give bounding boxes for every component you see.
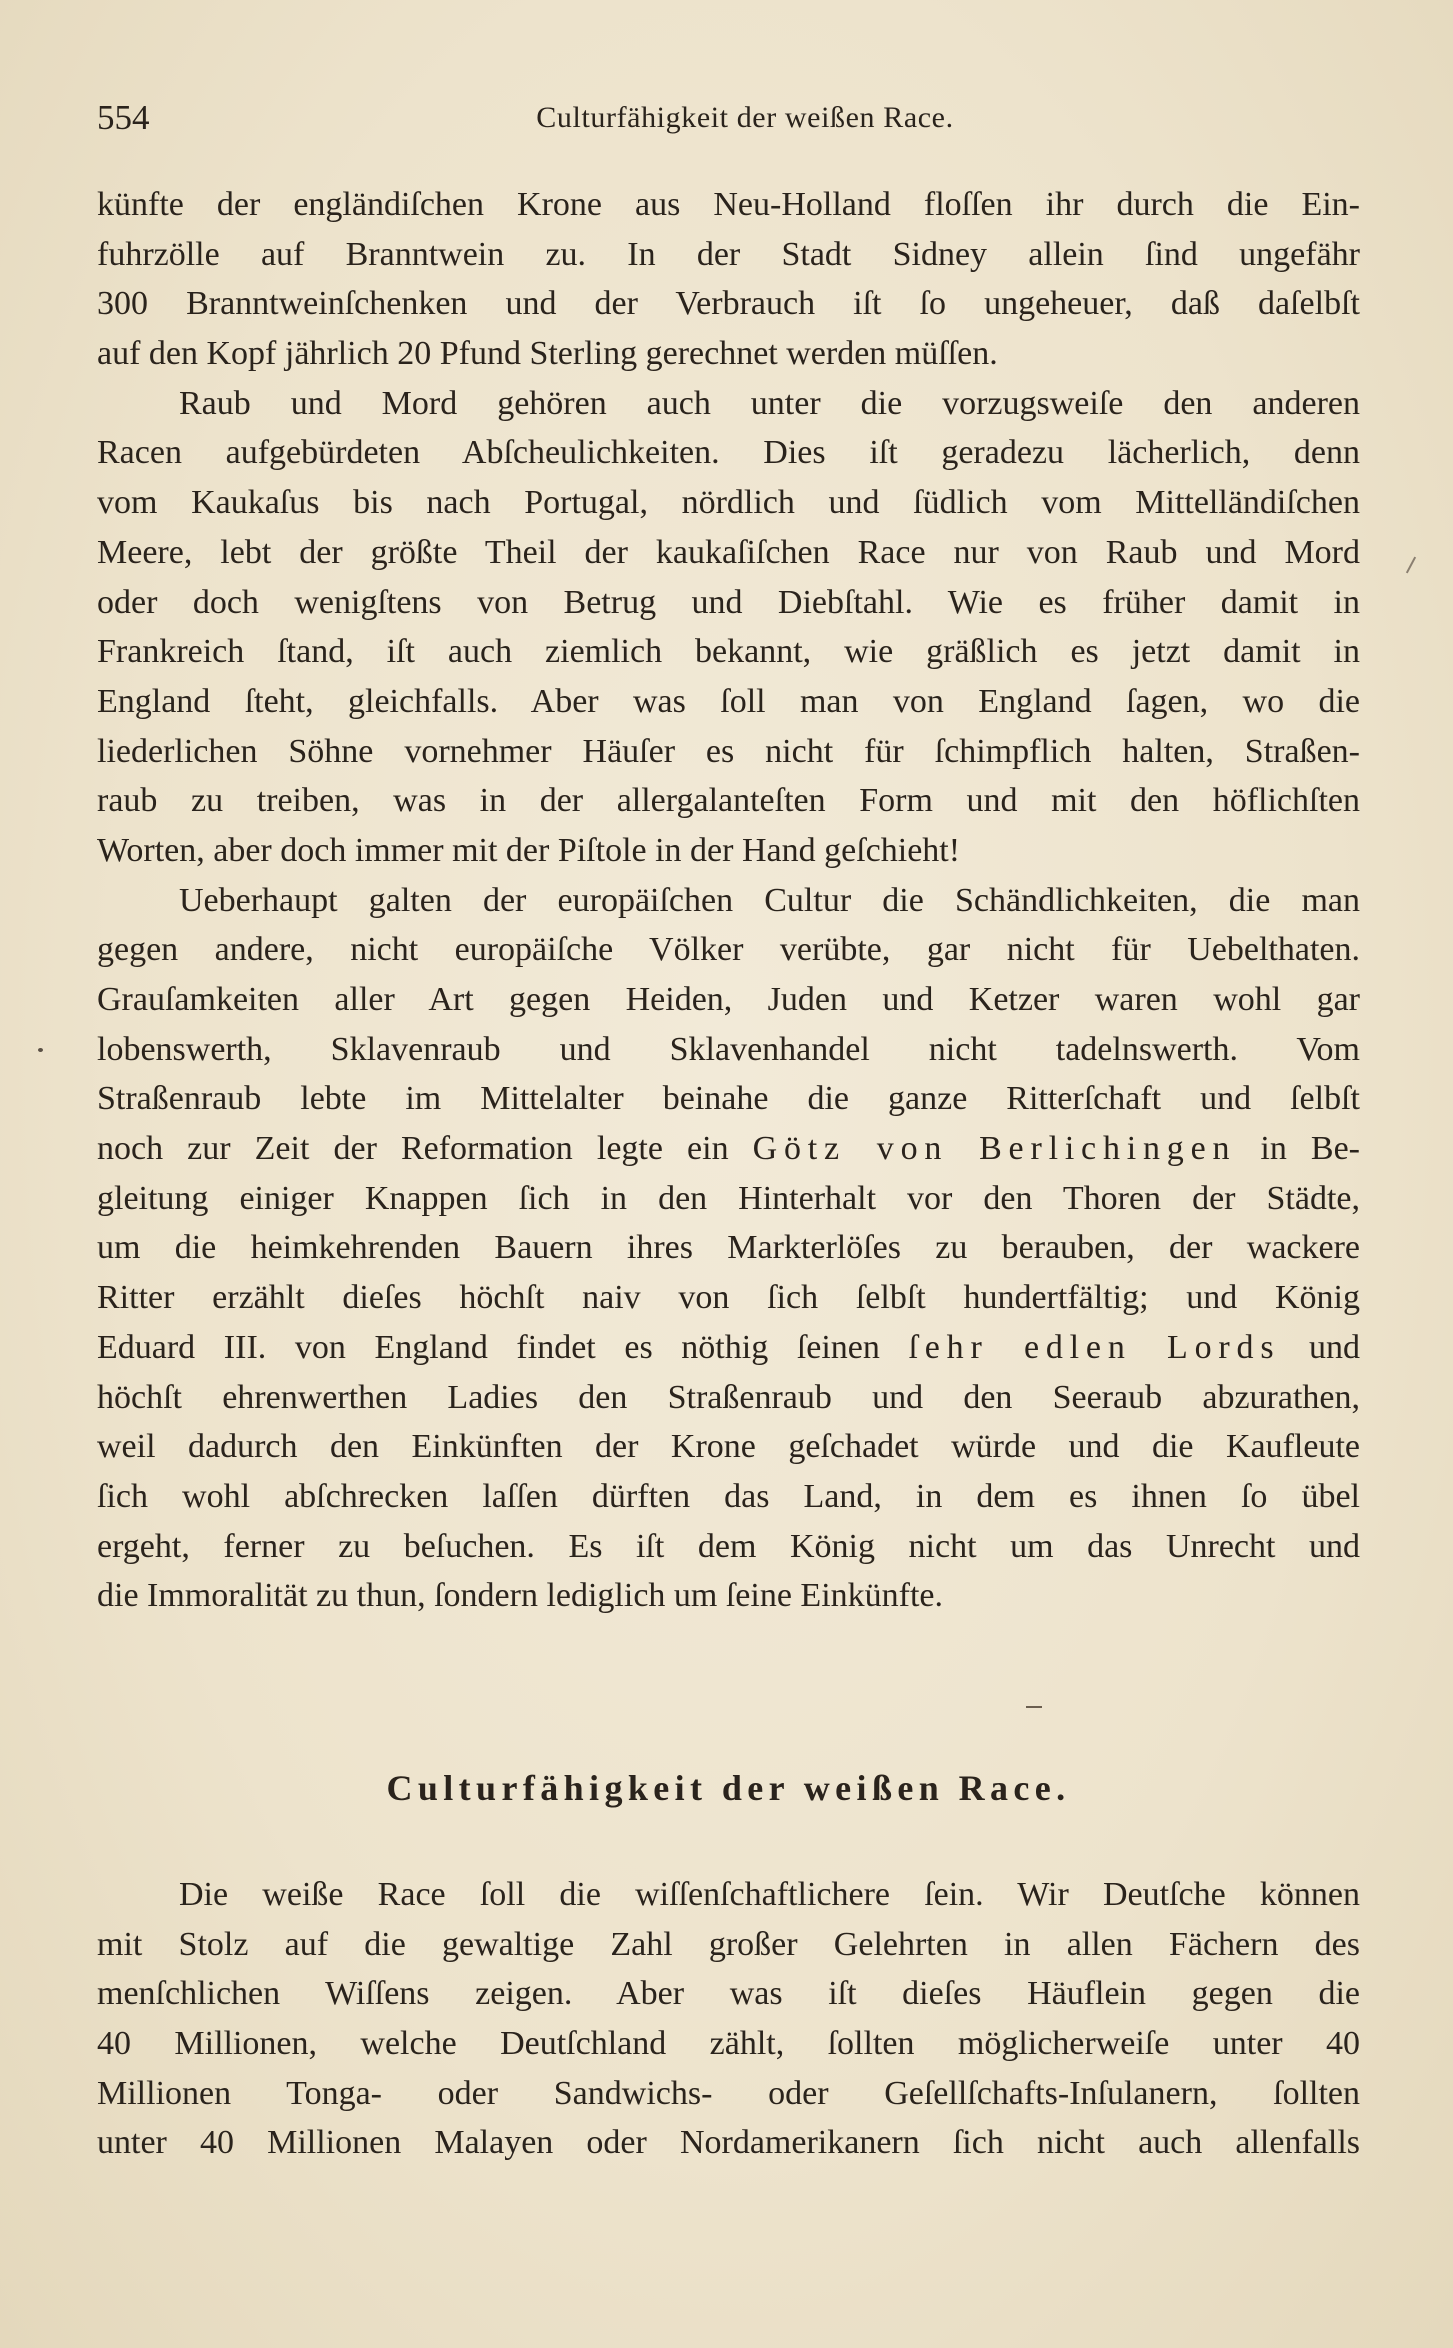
paragraph [97, 1870, 1360, 2168]
text-segment: Eduard III. von England findet es nöthig ſeinen [97, 1328, 909, 1366]
text-line: Grauſamkeiten aller Art gegen Heiden, Juden und Ketzer waren wohl gar [97, 981, 1360, 1018]
text-line: mit Stolz auf die gewaltige Zahl großer Gelehrten in allen Fächern des [97, 1925, 1360, 1963]
text-line: Meere, lebt der größte Theil der kaukaſiſchen Race nur von Raub und Mord [97, 533, 1360, 571]
text-line: fuhrzölle auf Branntwein zu. In der Stadt Sidney allein ſind ungefähr [97, 235, 1360, 273]
text-line: künfte der engländiſchen Krone aus Neu-Holland floſſen ihr durch die Ein- [97, 186, 1360, 223]
text-segment: noch zur Zeit der Reformation legte ein [97, 1130, 753, 1168]
text-line: vom Kaukaſus bis nach Portugal, nördlich und ſüdlich vom Mittelländiſchen [97, 484, 1360, 522]
margin-ink-dot [38, 1048, 43, 1052]
section-heading: Culturfähigkeit der weißen Race. [386, 1768, 1071, 1808]
text-line: Ueberhaupt galten der europäiſchen Cultur die Schändlichkeiten, die man [179, 881, 1360, 919]
running-title: Culturfähigkeit der weißen Race. [536, 101, 954, 134]
text-line [97, 1124, 1360, 1174]
text-line: oder doch wenigſtens von Betrug und Diebſtahl. Wie es früher damit in [97, 583, 1360, 621]
section-2-text [97, 1870, 1360, 2168]
text-line: die Immoralität zu thun, ſondern lediglich um ſeine Einkünfte. [97, 1577, 943, 1615]
text-line: 300 Branntweinſchenken und der Verbrauch iſt ſo ungeheuer, daß daſelbſt [97, 285, 1360, 323]
text-line: raub zu treiben, was in der allergalanteſten Form und mit den höflichſten [97, 782, 1360, 820]
text-line: England ſteht, gleichfalls. Aber was ſoll man von England ſagen, wo die [97, 682, 1360, 720]
text-line: Ritter erzählt dieſes höchſt naiv von ſich ſelbſt hundertfältig; und König [97, 1279, 1360, 1317]
text-line: liederlichen Söhne vornehmer Häuſer es nicht für ſchimpflich halten, Straßen- [97, 732, 1360, 770]
text-line: Racen aufgebürdeten Abſcheulichkeiten. Dies iſt geradezu lächerlich, denn [97, 434, 1360, 472]
paragraph [97, 180, 1360, 379]
paragraph [97, 379, 1360, 876]
text-line: Worten, aber doch immer mit der Piſtole in der Hand geſchieht! [97, 831, 961, 869]
spaced-emphasis-lords: ſehr edlen Lords [908, 1328, 1281, 1366]
text-segment: und [1280, 1328, 1360, 1366]
section-1-text [97, 180, 1360, 1621]
section-divider-dash [1026, 1706, 1042, 1708]
text-line: Straßenraub lebte im Mittelalter beinahe die ganze Ritterſchaft und ſelbſt [97, 1080, 1360, 1118]
text-line: menſchlichen Wiſſens zeigen. Aber was iſt dieſes Häuflein gegen die [97, 1975, 1360, 2013]
text-segment: in Be- [1236, 1130, 1360, 1168]
text-line: gegen andere, nicht europäiſche Völker verübte, gar nicht für Uebelthaten. [97, 931, 1360, 969]
text-line: Die weiße Race ſoll die wiſſenſchaftlichere ſein. Wir Deutſche können [179, 1876, 1360, 1913]
text-line: um die heimkehrenden Bauern ihres Markterlöſes zu berauben, der wackere [97, 1229, 1360, 1267]
text-line: ergeht, ferner zu beſuchen. Es iſt dem König nicht um das Unrecht und [97, 1527, 1360, 1565]
paragraph [97, 876, 1360, 1621]
text-line: Millionen Tonga- oder Sandwichs- oder Geſellſchafts-Inſulanern, ſollten [97, 2074, 1360, 2112]
text-line: 40 Millionen, welche Deutſchland zählt, ſollten möglicherweiſe unter 40 [97, 2025, 1360, 2063]
page-number: 554 [97, 98, 150, 137]
margin-pencil-mark [1406, 557, 1416, 574]
text-line: weil dadurch den Einkünften der Krone geſchadet würde und die Kaufleute [97, 1428, 1360, 1466]
spaced-name-goetz-von-berlichingen: Götz von Berlichingen [752, 1130, 1237, 1168]
text-line: lobenswerth, Sklavenraub und Sklavenhandel nicht tadelnswerth. Vom [97, 1030, 1360, 1068]
text-line: gleitung einiger Knappen ſich in den Hinterhalt vor den Thoren der Städte, [97, 1179, 1360, 1217]
text-line: auf den Kopf jährlich 20 Pfund Sterling gerechnet werden müſſen. [97, 335, 998, 373]
text-line [97, 1323, 1360, 1373]
text-line: höchſt ehrenwerthen Ladies den Straßenraub und den Seeraub abzurathen, [97, 1378, 1360, 1416]
text-line: unter 40 Millionen Malayen oder Nordamerikanern ſich nicht auch allenfalls [97, 2124, 1360, 2162]
text-line: Raub und Mord gehören auch unter die vorzugsweiſe den anderen [179, 384, 1360, 422]
text-line: ſich wohl abſchrecken laſſen dürften das Land, in dem es ihnen ſo übel [97, 1477, 1360, 1515]
page-header [97, 95, 1360, 141]
text-line: Frankreich ſtand, iſt auch ziemlich bekannt, wie gräßlich es jetzt damit in [97, 633, 1360, 671]
